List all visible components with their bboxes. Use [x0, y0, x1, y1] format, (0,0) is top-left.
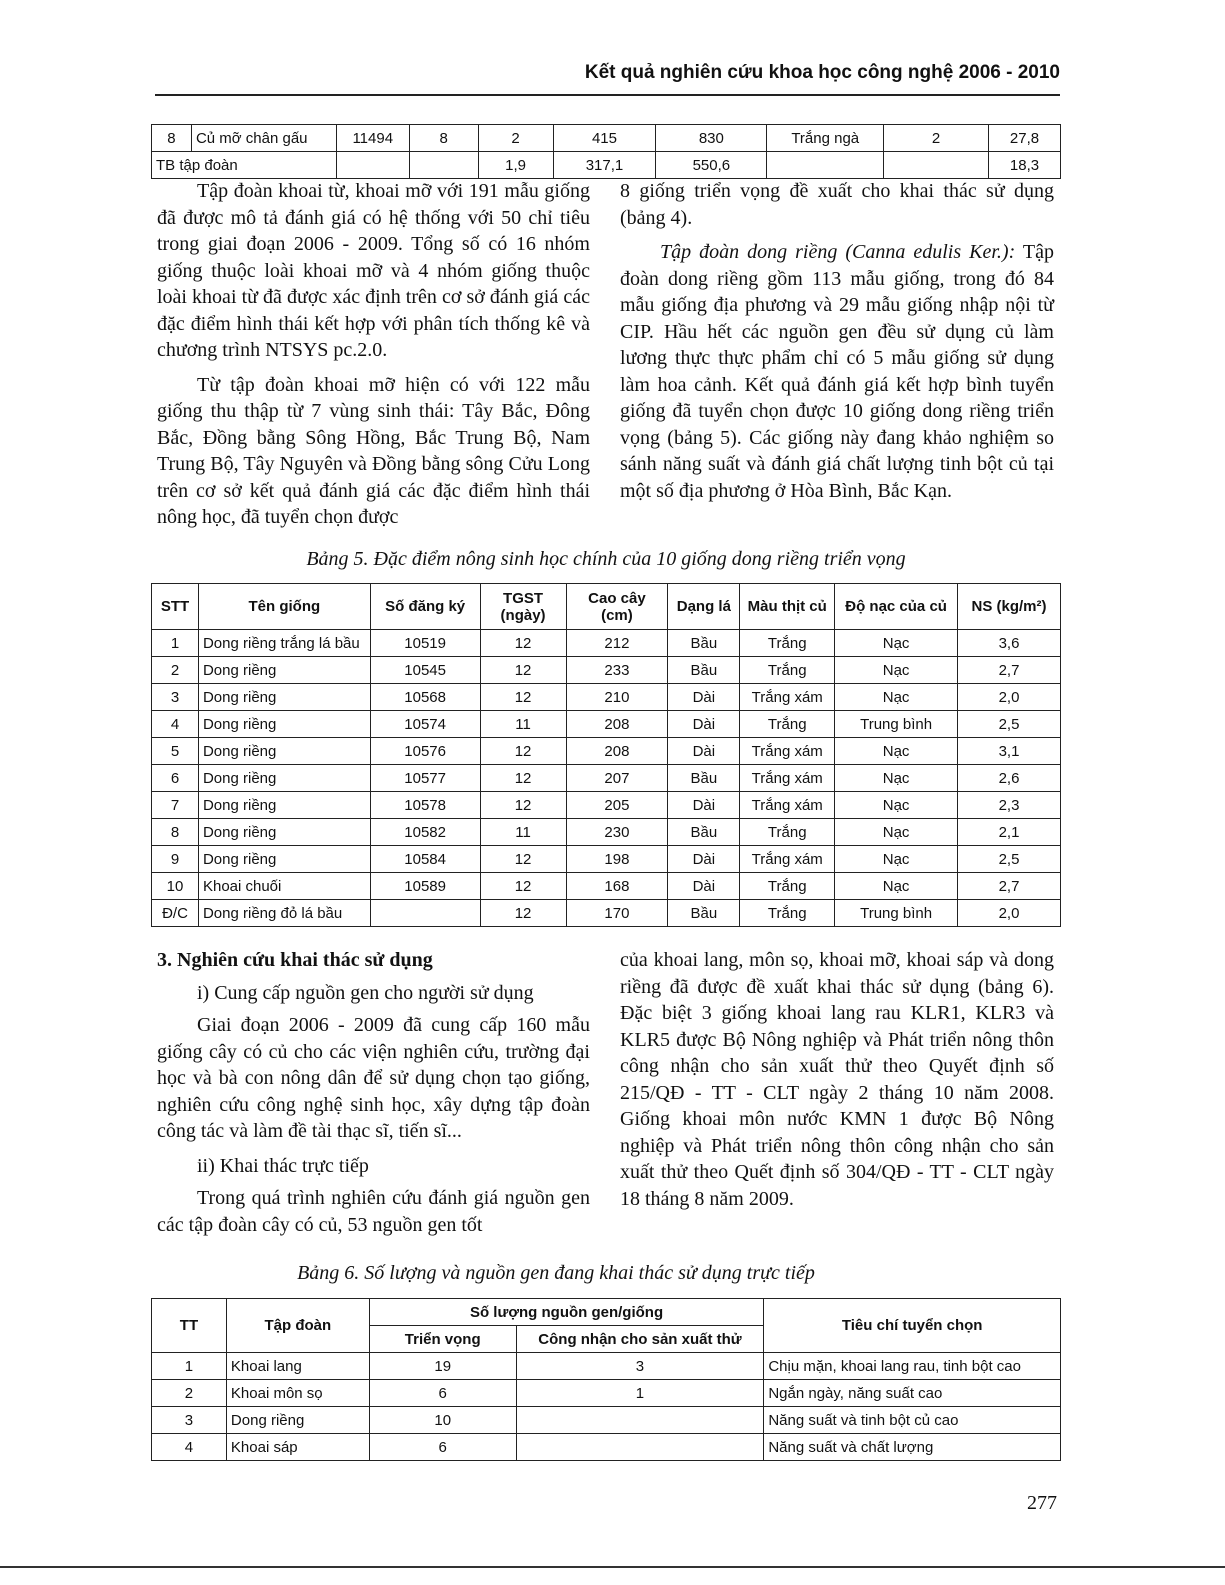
- cell: 3: [152, 1407, 227, 1434]
- cell: 12: [480, 846, 566, 873]
- cell: Năng suất và tinh bột củ cao: [764, 1407, 1061, 1434]
- col-header: TGST (ngày): [480, 584, 566, 630]
- cell: Trắng: [740, 711, 835, 738]
- cell: 170: [566, 900, 668, 927]
- cell: Nạc: [835, 738, 958, 765]
- table-row: [152, 1380, 1061, 1407]
- cell: 2: [152, 1380, 227, 1407]
- cell: 2,1: [958, 819, 1061, 846]
- table-row: [152, 792, 1061, 819]
- cell: Dài: [668, 684, 740, 711]
- cell: 10568: [370, 684, 480, 711]
- cell: 12: [480, 792, 566, 819]
- cell: Củ mỡ chân gấu: [191, 125, 336, 152]
- paragraph: của khoai lang, môn sọ, khoai mỡ, khoai sáp và dong riềng đã được đề xuất khai thác sử dụng (bảng 6). Đặc biệt 3 giống khoai lang rau KLR1, KLR3 và KLR5 được Bộ Nông nghiệp và Phát triển nông thôn công nhận cho sản xuất thử theo Quyết định số 215/QĐ - TT - CLT ngày 2 tháng 10 năm 2008. Giống khoai môn nước KMN 1 được Bộ Nông nghiệp và Phát triển nông thôn công nhận cho sản xuất thử theo Quết định số 304/QĐ - TT - CLT ngày 18 tháng 8 năm 2009.: [620, 949, 1054, 1210]
- table-row: [152, 1434, 1061, 1461]
- right-column-2: [620, 947, 1054, 1220]
- cell: Dong riềng: [226, 1407, 369, 1434]
- cell: 3,1: [958, 738, 1061, 765]
- cell: Trắng: [740, 630, 835, 657]
- right-column-1: [620, 178, 1054, 512]
- cell: 11494: [336, 125, 409, 152]
- cell: Dong riềng: [198, 819, 370, 846]
- sub-heading: i) Cung cấp nguồn gen cho người sử dụng: [197, 981, 534, 1004]
- cell: 210: [566, 684, 668, 711]
- cell: 168: [566, 873, 668, 900]
- col-header: Triển vọng: [369, 1326, 516, 1353]
- cell: Nạc: [835, 630, 958, 657]
- cell: 1,9: [478, 152, 553, 179]
- table-row: [152, 900, 1061, 927]
- cell: 10574: [370, 711, 480, 738]
- paragraph: Từ tập đoàn khoai mỡ hiện có với 122 mẫu giống thu thập từ 7 vùng sinh thái: Tây Bắc, Đông Bắc, Đồng bằng Sông Hồng, Bắc Trung Bộ, Nam Trung Bộ, Tây Nguyên và Đồng bằng sông Cửu Long trên cơ sở kết quả đánh giá các đặc điểm hình thái nông học, đã tuyển chọn được: [157, 373, 590, 528]
- cell: Dong riềng trắng lá bầu: [198, 630, 370, 657]
- cell: 2: [884, 125, 989, 152]
- cell: 6: [369, 1434, 516, 1461]
- cell: 1: [516, 1380, 764, 1407]
- cell: 2,7: [958, 657, 1061, 684]
- paragraph: Trong quá trình nghiên cứu đánh giá nguồn gen các tập đoàn cây có củ, 53 nguồn gen tốt: [157, 1187, 590, 1236]
- table-row: [152, 1407, 1061, 1434]
- paragraph: [620, 239, 1054, 504]
- cell: Nạc: [835, 684, 958, 711]
- table5: [151, 583, 1061, 927]
- col-header: Tập đoàn: [226, 1299, 369, 1353]
- cell: [767, 152, 884, 179]
- paragraph: Giai đoạn 2006 - 2009 đã cung cấp 160 mẫu giống cây có củ cho các viện nghiên cứu, trường đại học và bà con nông dân để sử dụng chọn tạo giống, nghiên cứu công nghệ sinh học, xây dựng tập đoàn công tác và làm đề tài thạc sĩ, tiến sĩ...: [157, 1014, 590, 1142]
- cell: Năng suất và chất lượng: [764, 1434, 1061, 1461]
- cell: 10582: [370, 819, 480, 846]
- cell: 2,5: [958, 711, 1061, 738]
- table-row: [152, 657, 1061, 684]
- cell: Dong riềng: [198, 765, 370, 792]
- cell: Trắng xám: [740, 738, 835, 765]
- cell: 3: [152, 684, 199, 711]
- col-header: Số đăng ký: [370, 584, 480, 630]
- italic-lead: Tập đoàn dong riềng (Canna edulis Ker.):: [660, 241, 1016, 263]
- cell: Đ/C: [152, 900, 199, 927]
- cell: 8: [152, 125, 192, 152]
- cell: Trắng ngà: [767, 125, 884, 152]
- cell: Trắng: [740, 819, 835, 846]
- paragraph: Tập đoàn khoai từ, khoai mỡ với 191 mẫu giống đã được mô tả đánh giá có hệ thống với 50 chỉ tiêu trong giai đoạn 2006 - 2009. Tổng số có 16 nhóm giống thuộc loài khoai mỡ và 4 nhóm giống thuộc loài khoai từ đã được xác định trên cơ sở đánh giá các đặc điểm hình thái kết hợp với phân tích thống kê và chương trình NTSYS pc.2.0.: [157, 180, 590, 361]
- cell: 2,6: [958, 765, 1061, 792]
- cell: 207: [566, 765, 668, 792]
- cell: [370, 900, 480, 927]
- cell: Nạc: [835, 792, 958, 819]
- paragraph-text: Tập đoàn dong riềng gồm 113 mẫu giống, trong đó 84 mẫu giống địa phương và 29 mẫu giống nhập nội từ CIP. Hầu hết các nguồn gen đều sử dụng củ làm lương thực thực phẩm chỉ có 5 mẫu giống sử dụng làm hoa cảnh. Kết quả đánh giá kết hợp bình tuyển giống đã tuyển chọn được 10 giống dong riềng triển vọng (bảng 5). Các giống này đang khảo nghiệm so sánh năng suất và đánh giá chất lượng tinh bột củ tại một số địa phương ở Hòa Bình, Bắc Kạn.: [620, 241, 1055, 502]
- cell: Trắng xám: [740, 792, 835, 819]
- cell: Bầu: [668, 657, 740, 684]
- cell: 10576: [370, 738, 480, 765]
- cell: 208: [566, 738, 668, 765]
- table-header-row: [152, 584, 1061, 630]
- cell: Bầu: [668, 765, 740, 792]
- table-row: [152, 873, 1061, 900]
- avg-label: TB tập đoàn: [152, 152, 337, 179]
- header-title: Kết quả nghiên cứu khoa học công nghệ 2006 - 2010: [584, 62, 1060, 83]
- cell: [516, 1407, 764, 1434]
- cell: 208: [566, 711, 668, 738]
- cell: Trắng xám: [740, 846, 835, 873]
- col-header: Màu thịt củ: [740, 584, 835, 630]
- cell: Dài: [668, 846, 740, 873]
- cell: 11: [480, 819, 566, 846]
- cell: 2: [478, 125, 553, 152]
- cell: [516, 1434, 764, 1461]
- cell: Ngắn ngày, năng suất cao: [764, 1380, 1061, 1407]
- cell: 3: [516, 1353, 764, 1380]
- cell: Trắng xám: [740, 684, 835, 711]
- cell: Dài: [668, 873, 740, 900]
- cell: Dong riềng: [198, 684, 370, 711]
- cell: 27,8: [989, 125, 1061, 152]
- cell: Dong riềng: [198, 657, 370, 684]
- cell: 2,7: [958, 873, 1061, 900]
- cell: 12: [480, 684, 566, 711]
- cell: Bầu: [668, 900, 740, 927]
- cell: 1: [152, 630, 199, 657]
- table6-body: [152, 1353, 1061, 1461]
- cell: Dài: [668, 738, 740, 765]
- sub-heading: ii) Khai thác trực tiếp: [197, 1154, 369, 1177]
- cell: Khoai lang: [226, 1353, 369, 1380]
- cell: 550,6: [656, 152, 767, 179]
- cell: Dong riềng: [198, 792, 370, 819]
- page-number: 277: [1027, 1492, 1057, 1514]
- cell: Chịu mặn, khoai lang rau, tinh bột cao: [764, 1353, 1061, 1380]
- cell: Khoai sáp: [226, 1434, 369, 1461]
- running-header: [155, 62, 1060, 96]
- bottom-rule: [0, 1566, 1225, 1568]
- table5-caption: Bảng 5. Đặc điểm nông sinh học chính của 10 giống dong riềng triển vọng: [306, 548, 906, 570]
- cell: 12: [480, 657, 566, 684]
- cell: 12: [480, 873, 566, 900]
- cell: 317,1: [553, 152, 656, 179]
- cell: 10: [369, 1407, 516, 1434]
- cell: 12: [480, 630, 566, 657]
- cell: 415: [553, 125, 656, 152]
- cell: 212: [566, 630, 668, 657]
- cell: Dong riềng: [198, 711, 370, 738]
- col-header: TT: [152, 1299, 227, 1353]
- cell: 10519: [370, 630, 480, 657]
- cell: 10578: [370, 792, 480, 819]
- table6: [151, 1298, 1061, 1461]
- cell: 11: [480, 711, 566, 738]
- cell: Nạc: [835, 819, 958, 846]
- cell: Bầu: [668, 630, 740, 657]
- cell: 198: [566, 846, 668, 873]
- cell: 8: [409, 125, 478, 152]
- table-row: [152, 1353, 1061, 1380]
- col-header: Dạng lá: [668, 584, 740, 630]
- cell: Trắng: [740, 657, 835, 684]
- cell: 2,0: [958, 900, 1061, 927]
- table-row: [152, 630, 1061, 657]
- cell: Trắng: [740, 900, 835, 927]
- table-row: [152, 738, 1061, 765]
- cell: 830: [656, 125, 767, 152]
- table-row-average: [152, 152, 1061, 179]
- table-row: [152, 846, 1061, 873]
- cell: 10589: [370, 873, 480, 900]
- cell: Dong riềng: [198, 846, 370, 873]
- cell: Trắng xám: [740, 765, 835, 792]
- col-header: Tên giống: [198, 584, 370, 630]
- cell: 233: [566, 657, 668, 684]
- cell: Dong riềng đỏ lá bầu: [198, 900, 370, 927]
- cell: Nạc: [835, 657, 958, 684]
- cell: 10577: [370, 765, 480, 792]
- table5-body: [152, 630, 1061, 927]
- cell: 6: [152, 765, 199, 792]
- cell: 6: [369, 1380, 516, 1407]
- cell: 10: [152, 873, 199, 900]
- cell: Dong riềng: [198, 738, 370, 765]
- cell: Khoai môn sọ: [226, 1380, 369, 1407]
- cell: 18,3: [989, 152, 1061, 179]
- cell: Dài: [668, 711, 740, 738]
- cell: Nạc: [835, 765, 958, 792]
- cell: [409, 152, 478, 179]
- col-header: Số lượng nguồn gen/giống: [369, 1299, 764, 1326]
- table6-caption: Bảng 6. Số lượng và nguồn gen đang khai thác sử dụng trực tiếp: [297, 1262, 815, 1284]
- cell: Trung bình: [835, 900, 958, 927]
- cell: 230: [566, 819, 668, 846]
- table-header-row: [152, 1299, 1061, 1326]
- cell: [884, 152, 989, 179]
- col-header: Công nhận cho sản xuất thử: [516, 1326, 764, 1353]
- cell: 12: [480, 900, 566, 927]
- table-row: [152, 125, 1061, 152]
- cell: 12: [480, 765, 566, 792]
- left-column-1: [157, 178, 590, 539]
- cell: Trắng: [740, 873, 835, 900]
- cell: 205: [566, 792, 668, 819]
- cell: 5: [152, 738, 199, 765]
- section-heading: 3. Nghiên cứu khai thác sử dụng: [157, 949, 433, 971]
- col-header: Tiêu chí tuyển chọn: [764, 1299, 1061, 1353]
- table-row: [152, 711, 1061, 738]
- col-header: Cao cây (cm): [566, 584, 668, 630]
- cell: 9: [152, 846, 199, 873]
- cell: 19: [369, 1353, 516, 1380]
- cell: 2: [152, 657, 199, 684]
- cell: [336, 152, 409, 179]
- continued-table: [151, 124, 1061, 179]
- cell: 2,5: [958, 846, 1061, 873]
- cell: 12: [480, 738, 566, 765]
- cell: 1: [152, 1353, 227, 1380]
- table-row: [152, 765, 1061, 792]
- cell: 4: [152, 711, 199, 738]
- table-row: [152, 684, 1061, 711]
- cell: 8: [152, 819, 199, 846]
- cell: 10584: [370, 846, 480, 873]
- cell: 4: [152, 1434, 227, 1461]
- cell: 7: [152, 792, 199, 819]
- col-header: Độ nạc của củ: [835, 584, 958, 630]
- cell: 3,6: [958, 630, 1061, 657]
- cell: Nạc: [835, 846, 958, 873]
- cell: Bầu: [668, 819, 740, 846]
- col-header: STT: [152, 584, 199, 630]
- cell: 2,3: [958, 792, 1061, 819]
- cell: Dài: [668, 792, 740, 819]
- cell: 10545: [370, 657, 480, 684]
- cell: Nạc: [835, 873, 958, 900]
- cell: Trung bình: [835, 711, 958, 738]
- cell: 2,0: [958, 684, 1061, 711]
- left-column-2: [157, 947, 590, 1246]
- cell: Khoai chuối: [198, 873, 370, 900]
- col-header: NS (kg/m²): [958, 584, 1061, 630]
- table-row: [152, 819, 1061, 846]
- paragraph: 8 giống triển vọng đề xuất cho khai thác sử dụng (bảng 4).: [620, 180, 1054, 229]
